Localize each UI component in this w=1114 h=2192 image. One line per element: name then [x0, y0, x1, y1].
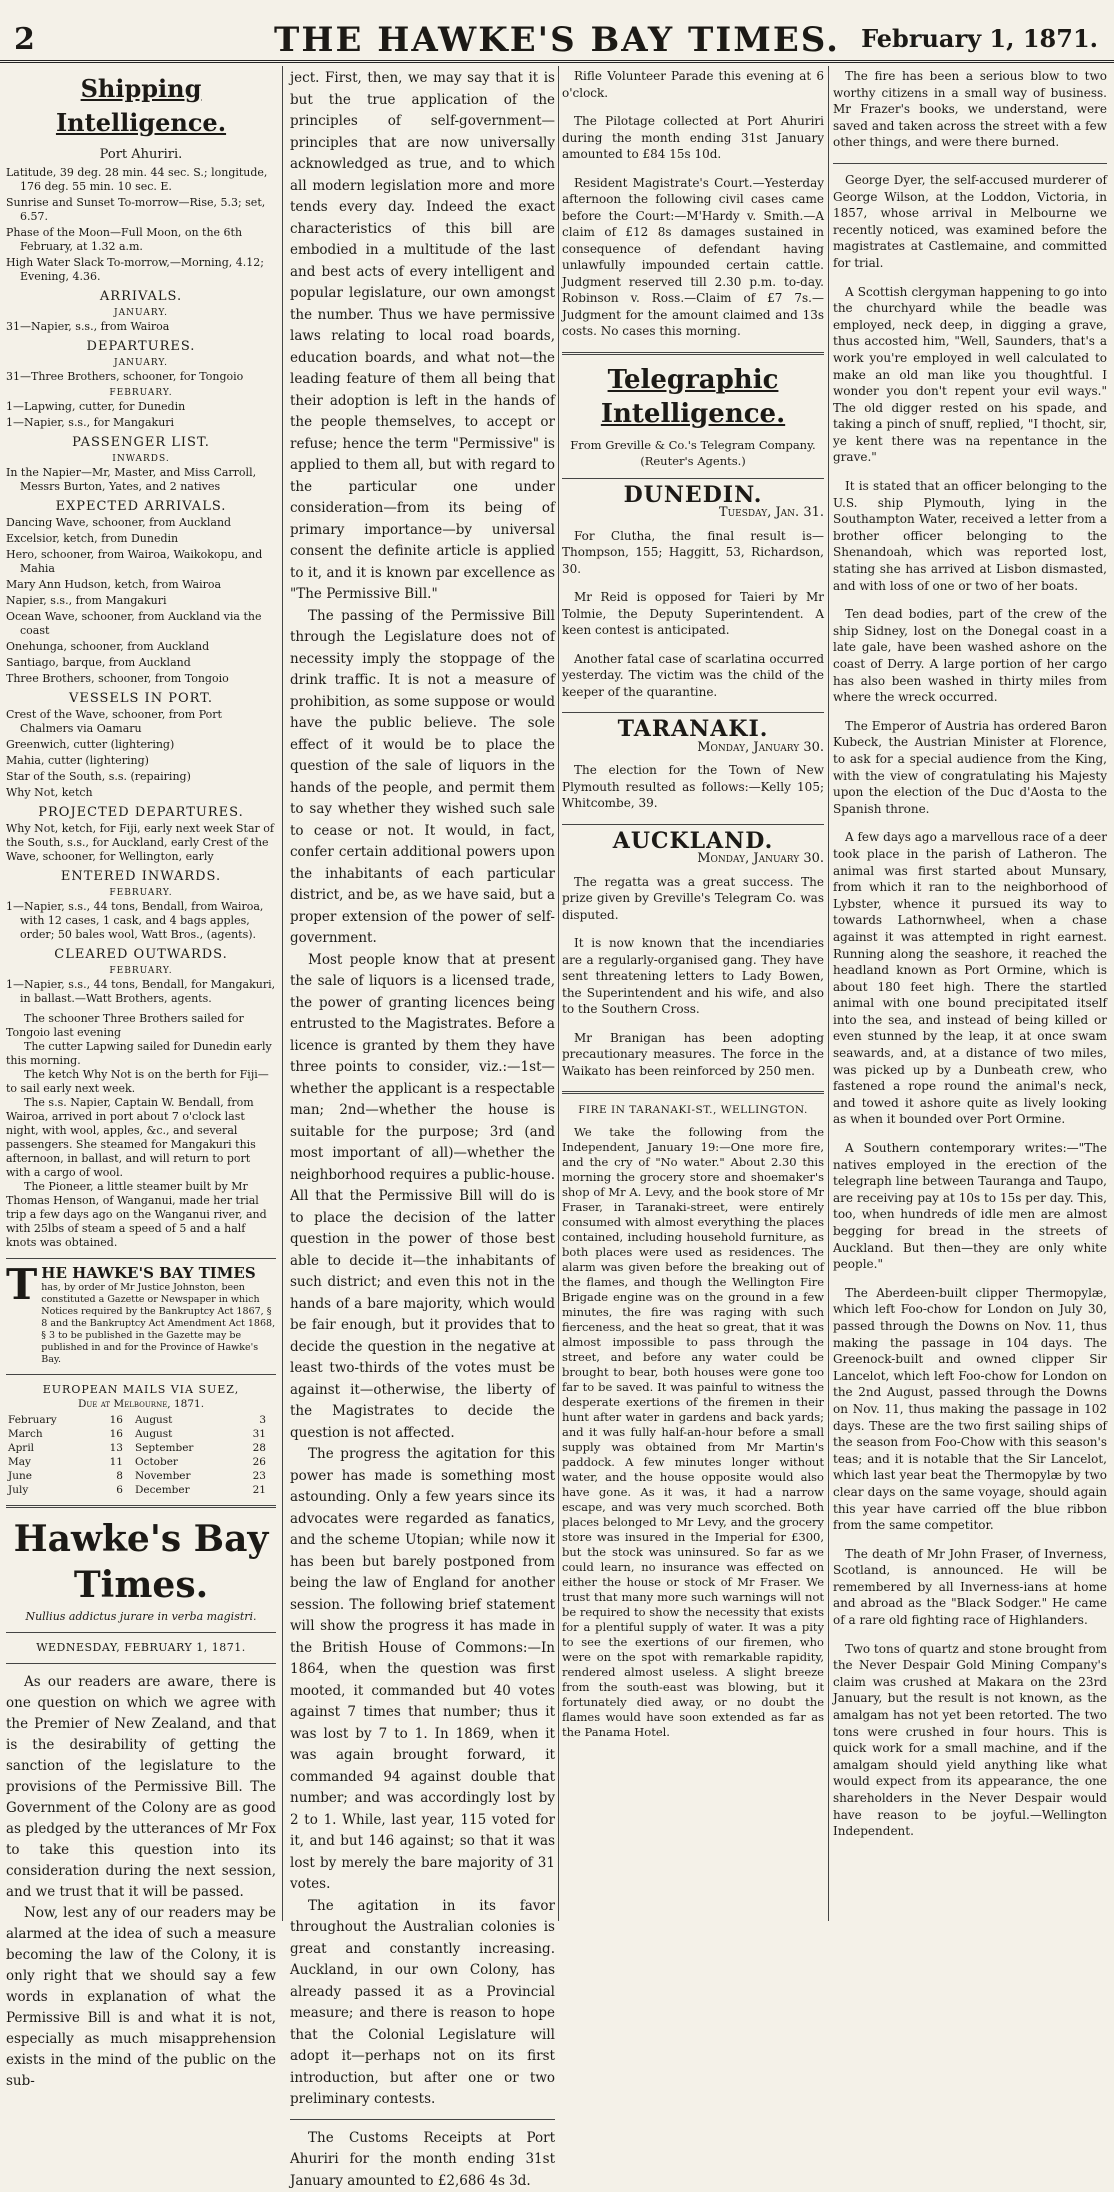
drop-cap: T [6, 1267, 41, 1303]
news-paragraph: Ten dead bodies, part of the crew of the ship Sidney, lost on the Donegal coast in a late gale, have been washed ashore on the coast of Derry. A large portion of her cargo has also been washed in thirty miles from where the wreck occurred. [833, 606, 1107, 706]
mail-day: 31 [235, 1427, 276, 1441]
passengers-title: PASSENGER LIST. [6, 436, 276, 450]
mails-row [6, 1483, 276, 1497]
fire-article: We take the following from the Independent, January 19:—One more fire, and the cry of "No water." About 2.30 this morning the grocery store and shoemaker's shop of Mr A. Levy, and the book store of Mr Fraser, in Taranaki-street, were entirely consumed with almost everything the places contained, including household furniture, as both places were used as residences. The alarm was given before the breaking out of the flames, and though the Wellington Fire Brigade engine was on the ground in a few minutes, the fire was raging with such fierceness, and the heat so great, that it was almost impossible to pass through the street, and before any water could be brought to bear, both houses were gone too far to be saved. It was painful to witness the desperate exertions of the firemen in their hunt after water in gardens and back yards; and it was fully half-an-hour before a small supply was obtained from Mr Martin's paddock. A few minutes longer without water, and the house opposite would also have gone. As it was, it had a narrow escape, and was very much scorched. Both places belonged to Mr Levy, and the grocery store was insured in the Imperial for £300, but the stock was uninsured. So far as we could learn, no insurance was effected on either the house or stock of Mr Fraser. We trust that many more such warnings will not be required to show the necessity that exists for a plentiful supply of water. It was a pity to see the exertions of our firemen, who were on the spot with remarkable rapidity, rendered almost useless. A slight breeze from the south-east was blowing, but it fortunately died away, or no doubt the flames would have soon extended as far as the Panama Hotel. [562, 1125, 824, 1740]
mail-month: August [133, 1413, 235, 1427]
mail-month: June [6, 1469, 92, 1483]
telegram-paragraph: Another fatal case of scarlatina occurred yesterday. The victim was the child of the keeper of the quarantine. [562, 651, 824, 701]
passenger-list: In the Napier—Mr, Master, and Miss Carroll, Messrs Burton, Yates, and 2 natives [6, 466, 276, 494]
departure-item: 1—Lapwing, cutter, for Dunedin [6, 400, 276, 414]
mail-month: December [133, 1483, 235, 1497]
divider [6, 1258, 276, 1259]
vessel-item: Why Not, ketch [6, 786, 276, 800]
telegram-paragraph: The election for the Town of New Plymouth resulted as follows:—Kelly 105; Whitcombe, 39. [562, 762, 824, 812]
telegram-paragraph: Mr Reid is opposed for Taieri by Mr Tolmie, the Deputy Superintendent. A keen contest is anticipated. [562, 589, 824, 639]
shipping-heading: Shipping Intelligence. [6, 72, 276, 140]
shipping-news: The s.s. Napier, Captain W. Bendall, from Wairoa, arrived in port about 7 o'clock last night, with wool, apples, &c., and several passengers. She steamed for Mangakuri this afternoon, in ballast, and will return to port with a cargo of wool. [6, 1096, 276, 1180]
mail-month: May [6, 1455, 92, 1469]
mails-title: EUROPEAN MAILS VIA SUEZ, [6, 1383, 276, 1397]
expected-item: Three Brothers, schooner, from Tongoio [6, 672, 276, 686]
divider [562, 824, 824, 825]
divider [6, 1374, 276, 1375]
passengers-sub: INWARDS. [6, 452, 276, 466]
column-rule [828, 66, 829, 1921]
departure-item: 31—Three Brothers, schooner, for Tongoio [6, 370, 276, 384]
telegram-source: From Greville & Co.'s Telegram Company. (Reuter's Agents.) [562, 437, 824, 470]
telegram-paragraph: It is now known that the incendiaries are a regularly-organised gang. They have sent threatening letters to Lady Bowen, the Superintendent and his wife, and also to the Southern Cross. [562, 935, 824, 1018]
mail-day: 28 [235, 1441, 276, 1455]
mail-month: September [133, 1441, 235, 1455]
telegram-paragraph: For Clutha, the final result is—Thompson, 155; Haggitt, 53, Richardson, 30. [562, 528, 824, 578]
divider [6, 1505, 276, 1508]
dunedin-date: Tuesday, Jan. 31. [562, 505, 824, 522]
mails-row [6, 1427, 276, 1441]
expected-item: Hero, schooner, from Wairoa, Waikokopu, and Mahia [6, 548, 276, 576]
expected-item: Santiago, barque, from Auckland [6, 656, 276, 670]
mail-day: 23 [235, 1469, 276, 1483]
cleared-text: 1—Napier, s.s., 44 tons, Bendall, for Mangakuri, in ballast.—Watt Brothers, agents. [6, 978, 276, 1006]
mails-row [6, 1455, 276, 1469]
projected-title: PROJECTED DEPARTURES. [6, 806, 276, 820]
telegram-paragraph: The regatta was a great success. The prize given by Greville's Telegram Co. was disputed. [562, 874, 824, 924]
editorial-paragraph: The agitation in its favor throughout the Australian colonies is great and constantly increasing. Auckland, in our own Colony, has already passed it as a Provincial measure; and there is reason to hope that the Colonial Legislature will adopt it—perhaps not on its first introduction, but after one or two preliminary contests. [290, 1896, 555, 2111]
shipping-news: The schooner Three Brothers sailed for Tongoio last evening [6, 1012, 276, 1040]
sunrise-line: Sunrise and Sunset To-morrow—Rise, 5.3; set, 6.57. [6, 196, 276, 224]
mail-day: 13 [92, 1441, 133, 1455]
editorial-paragraph: ject. First, then, we may say that it is but the true application of the principles of self-government—principles that are now universally acknowledged as true, and to which all modern legislation more and more tends every day. Indeed the exact characteristics of this bill are embodied in a multitude of the last and best acts of every intelligent and popular legislature, our own amongst the number. Thus we have permissive laws relating to local road boards, education boards, and what not—the leading feature of them all being that their adoption is left in the hands of the people themselves, to accept or refuse; hence the term "Permissive" is applied to them all, but with regard to the particular one under consideration—from its being of primary importance—by universal consent the definite article is applied to it, and it is known par excellence as "The Permissive Bill." [290, 68, 555, 606]
mail-month: November [133, 1469, 235, 1483]
mails-table [6, 1413, 276, 1497]
local-item: Resident Magistrate's Court.—Yesterday afternoon the following civil cases came before the Court:—M'Hardy v. Smith.—A claim of £12 8s damages sustained in consequence of defendant having unlawfully impounded certain cattle. Judgment reserved till 2.30 p.m. to-day. Robinson v. Ross.—Claim of £7 7s.—Judgment for the amount claimed and 13s costs. No cases this morning. [562, 175, 824, 340]
expected-item: Dancing Wave, schooner, from Auckland [6, 516, 276, 530]
mail-day: 6 [92, 1483, 133, 1497]
in-port-title: VESSELS IN PORT. [6, 692, 276, 706]
entered-month: FEBRUARY. [6, 886, 276, 900]
shipping-news: The ketch Why Not is on the berth for Fiji—to sail early next week. [6, 1068, 276, 1096]
departures-title: DEPARTURES. [6, 340, 276, 354]
arrivals-month: JANUARY. [6, 306, 276, 320]
divider [562, 478, 824, 479]
column-4 [833, 68, 1107, 1919]
divider [6, 1632, 276, 1633]
moon-line: Phase of the Moon—Full Moon, on the 6th February, at 1.32 a.m. [6, 226, 276, 254]
auckland-date: Monday, January 30. [562, 851, 824, 868]
mail-day: 11 [92, 1455, 133, 1469]
masthead [0, 0, 1114, 63]
mail-month: July [6, 1483, 92, 1497]
arrival-item: 31—Napier, s.s., from Wairoa [6, 320, 276, 334]
departures-month: JANUARY. [6, 356, 276, 370]
vessel-item: Star of the South, s.s. (repairing) [6, 770, 276, 784]
column-1 [6, 68, 276, 1919]
divider [6, 1663, 276, 1664]
projected-text: Why Not, ketch, for Fiji, early next week Star of the South, s.s., for Auckland, early Crest of the Wave, schooner, for Wellington, early [6, 822, 276, 864]
notice-title: HE HAWKE'S BAY TIMES [41, 1264, 255, 1282]
page-number: 2 [14, 22, 35, 57]
telegraphic-heading: Telegraphic Intelligence. [562, 363, 824, 431]
expected-item: Ocean Wave, schooner, from Auckland via the coast [6, 610, 276, 638]
paper-title: Hawke's Bay Times. [6, 1516, 276, 1608]
masthead-title: THE HAWKE'S BAY TIMES. [0, 20, 1114, 60]
expected-item: Onehunga, schooner, from Auckland [6, 640, 276, 654]
editorial-paragraph: As our readers are aware, there is one question on which we agree with the Premier of New Zealand, and that is the desirability of getting the sanction of the legislature to the provisions of the Permissive Bill. The Government of the Colony are as good as pledged by the utterances of Mr Fox to take this question into its consideration during the next session, and we trust that it will be passed. [6, 1672, 276, 1903]
telegram-paragraph: Mr Branigan has been adopting precautionary measures. The force in the Waikato has been reinforced by 250 men. [562, 1030, 824, 1080]
news-paragraph: The fire has been a serious blow to two worthy citizens in a small way of business. Mr Frazer's books, we understand, were saved and taken across the street with a few other things, and were there burned. [833, 68, 1107, 151]
column-rule [558, 66, 559, 1921]
mail-day: 8 [92, 1469, 133, 1483]
mail-day: 16 [92, 1413, 133, 1427]
arrivals-title: ARRIVALS. [6, 290, 276, 304]
mail-day: 16 [92, 1427, 133, 1441]
masthead-date: February 1, 1871. [861, 24, 1098, 53]
editorial-paragraph: The passing of the Permissive Bill through the Legislature does not of necessity imply the stoppage of the drink traffic. It is not a measure of prohibition, as some suppose or would have the public believe. The sole effect of it would be to place the question of the sale of liquors in the hands of the people, and permit them to say whether they wished such sale to cease or not. It would, in fact, confer certain additional powers upon the inhabitants of each particular district, and be, as we have said, but a proper extension of the power of self-government. [290, 606, 555, 950]
mail-day: 3 [235, 1413, 276, 1427]
mails-sub: Due at Melbourne, 1871. [6, 1397, 276, 1411]
divider [562, 352, 824, 355]
expected-item: Napier, s.s., from Mangakuri [6, 594, 276, 608]
news-paragraph: A Southern contemporary writes:—"The natives employed in the erection of the telegraph line between Tauranga and Taupo, are receiving pay at 10s to 15s per day. This, too, when hundreds of idle men are almost begging for bread in the streets of Auckland. But then—they are only white people." [833, 1140, 1107, 1273]
latitude-line: Latitude, 39 deg. 28 min. 44 sec. S.; longitude, 176 deg. 55 min. 10 sec. E. [6, 166, 276, 194]
vessel-item: Mahia, cutter (lightering) [6, 754, 276, 768]
shipping-news: The cutter Lapwing sailed for Dunedin early this morning. [6, 1040, 276, 1068]
news-paragraph: A Scottish clergyman happening to go into the churchyard while the beadle was employed, neck deep, in digging a grave, thus accosted him, "Well, Saunders, that's a work you're employed in well calculated to make an old man like you thoughtful. I wonder you don't repent your evil ways." The old digger rested on his spade, and taking a pinch of snuff, replied, "I thocht, sir, ye kent there was na repentance in the grave." [833, 284, 1107, 467]
auckland-heading: AUCKLAND. [562, 833, 824, 850]
news-paragraph: It is stated that an officer belonging to the U.S. ship Plymouth, lying in the Southampton Water, received a letter from a brother officer belonging to the Shenandoah, which was reported lost, stating she has arrived at Lisbon dismasted, and with loss of one or two of her boats. [833, 478, 1107, 594]
high-water-line: High Water Slack To-morrow,—Morning, 4.12; Evening, 4.36. [6, 256, 276, 284]
fire-heading: FIRE IN TARANAKI-ST., WELLINGTON. [562, 1102, 824, 1119]
mail-day: 26 [235, 1455, 276, 1469]
mails-row [6, 1469, 276, 1483]
entered-text: 1—Napier, s.s., 44 tons, Bendall, from Wairoa, with 12 cases, 1 cask, and 4 bags apples, order; 50 bales wool, Watt Bros., (agents). [6, 900, 276, 942]
divider [562, 1091, 824, 1094]
news-paragraph: The Emperor of Austria has ordered Baron Kubeck, the Austrian Minister at Florence, to ask for a special audience from the King, with the view of congratulating his Majesty upon the election of the Duc d'Aosta to the Spanish throne. [833, 718, 1107, 818]
news-paragraph: The Aberdeen-built clipper Thermopylæ, which left Foo-chow for London on July 30, passed through the Downs on Nov. 11, thus making the passage in 104 days. The Greenock-built and owned clipper Sir Lancelot, which left Foo-chow for London on the 2nd August, passed through the Downs on Nov. 11, thus making the passage in 102 days. These are the two first sailing ships of the season from Foo-Chow with this season's teas; and it is notable that the Sir Lancelot, which last year beat the Thermopylæ by two clear days on the same voyage, should again this year have carried off the blue ribbon from the same competitor. [833, 1285, 1107, 1534]
departure-item: 1—Napier, s.s., for Mangakuri [6, 416, 276, 430]
port-name: Port Ahuriri. [6, 148, 276, 162]
news-paragraph: The death of Mr John Fraser, of Inverness, Scotland, is announced. He will be remembered by all Inverness-ians at home and abroad as the "Black Sodger." He came of a rare old fighting race of Highlanders. [833, 1546, 1107, 1629]
mail-month: August [133, 1427, 235, 1441]
column-3 [562, 68, 824, 1919]
taranaki-heading: TARANAKI. [562, 721, 824, 738]
dunedin-heading: DUNEDIN. [562, 487, 824, 504]
cleared-title: CLEARED OUTWARDS. [6, 948, 276, 962]
mail-month: February [6, 1413, 92, 1427]
editorial-dateline: WEDNESDAY, FEBRUARY 1, 1871. [6, 1641, 276, 1655]
mail-day: 21 [235, 1483, 276, 1497]
divider [562, 712, 824, 713]
local-item: Rifle Volunteer Parade this evening at 6 o'clock. [562, 68, 824, 101]
cleared-month: FEBRUARY. [6, 964, 276, 978]
vessel-item: Crest of the Wave, schooner, from Port Chalmers via Oamaru [6, 708, 276, 736]
notice-text: has, by order of Mr Justice Johnston, been constituted a Gazette or Newspaper in which Notices required by the Bankruptcy Act 1867, § 8 and the Bankruptcy Act Amendment Act 1868, § 3 to be published in the Gazette may be published in and for the Province of Hawke's Bay. [41, 1282, 276, 1366]
gazette-notice [6, 1267, 276, 1366]
mail-month: April [6, 1441, 92, 1455]
column-2 [290, 68, 555, 1919]
expected-title: EXPECTED ARRIVALS. [6, 500, 276, 514]
expected-item: Mary Ann Hudson, ketch, from Wairoa [6, 578, 276, 592]
shipping-news: The Pioneer, a little steamer built by Mr Thomas Henson, of Wanganui, made her trial trip a few days ago on the Wanganui river, and with 25lbs of steam a speed of 5 and a half knots was obtained. [6, 1180, 276, 1250]
editorial-paragraph: The progress the agitation for this power has made is something most astounding. Only a few years since its advocates were regarded as fanatics, and the scheme Utopian; while now it has been but barely postponed from being the law of England for another session. The following brief statement will show the progress it has made in the British House of Commons:—In 1864, when the question was first mooted, it commanded but 40 votes against 7 times that number; thus it was lost by 7 to 1. In 1869, when it was again brought forward, it commanded 94 against double that number; and was accordingly lost by 2 to 1. While, last year, 115 voted for it, and but 146 against; so that it was lost by merely the bare majority of 31 votes. [290, 1444, 555, 1896]
divider [833, 163, 1107, 164]
local-item: The Pilotage collected at Port Ahuriri during the month ending 31st January amounted to £84 15s 10d. [562, 113, 824, 163]
news-paragraph: George Dyer, the self-accused murderer of George Wilson, at the Loddon, Victoria, in 1857, whose arrival in Melbourne we recently noticed, was examined before the magistrates at Castlemaine, and committed for trial. [833, 172, 1107, 272]
column-rule [282, 66, 283, 1921]
expected-item: Excelsior, ketch, from Dunedin [6, 532, 276, 546]
news-paragraph: Two tons of quartz and stone brought from the Never Despair Gold Mining Company's claim was crushed at Makara on the 23rd January, but the result is not known, as the amalgam has not yet been retorted. The two tons were crushed in four hours. This is quick work for a small machine, and if the amalgam should yield anything like what would expect from its appearance, the one shareholders in the Never Despair would have reason to be joyful.—Wellington Independent. [833, 1641, 1107, 1840]
entered-title: ENTERED INWARDS. [6, 870, 276, 884]
mails-row [6, 1441, 276, 1455]
mails-row [6, 1413, 276, 1427]
vessel-item: Greenwich, cutter (lightering) [6, 738, 276, 752]
mail-month: October [133, 1455, 235, 1469]
customs-receipts: The Customs Receipts at Port Ahuriri for the month ending 31st January amounted to £2,686 4s 3d. [290, 2128, 555, 2192]
editorial-paragraph: Most people know that at present the sale of liquors is a licensed trade, the power of granting licences being entrusted to the Magistrates. Before a licence is granted by them they have three points to consider, viz.:—1st—whether the applicant is a respectable man; 2nd—whether the house is suitable for the purpose; 3rd (and most important of all)—whether the neighborhood requires a public-house. All that the Permissive Bill will do is to place the decision of the latter question in the power of those best able to decide it—the inhabitants of such district; and even this not in the hands of a bare majority, which would be fair enough, but it provides that to decide the question in the negative at least two-thirds of the votes must be against it—otherwise, the liberty of the Magistrates to decide the question is not affected. [290, 950, 555, 1445]
taranaki-date: Monday, January 30. [562, 740, 824, 757]
departures-month: FEBRUARY. [6, 386, 276, 400]
news-paragraph: A few days ago a marvellous race of a deer took place in the parish of Latheron. The animal was first started about Munsary, from which it ran to the neighborhood of Lybster, whence it pursued its way to towards Lathornwheel, when a chase against it was attempted in right earnest. Running along the seashore, it reached the headland known as Port Ormine, which is about 180 feet high. There the startled animal with one bound precipitated itself into the sea, and instead of being killed or even stunned by the leap, it at once swam seawards, and, at a distance of two miles, was picked up by a Dunbeath crew, who fastened a rope round the animal's neck, and towed it ashore quite as lively looking as when it bounded over Port Ormine. [833, 829, 1107, 1128]
divider [290, 2119, 555, 2120]
mail-month: March [6, 1427, 92, 1441]
editorial-paragraph: Now, lest any of our readers may be alarmed at the idea of such a measure becoming the law of the Colony, it is only right that we should say a few words in explanation of what the Permissive Bill is and what it is not, especially as much misapprehension exists in the mind of the public on the sub- [6, 1903, 276, 2092]
motto: Nullius addictus jurare in verba magistri. [6, 1610, 276, 1624]
